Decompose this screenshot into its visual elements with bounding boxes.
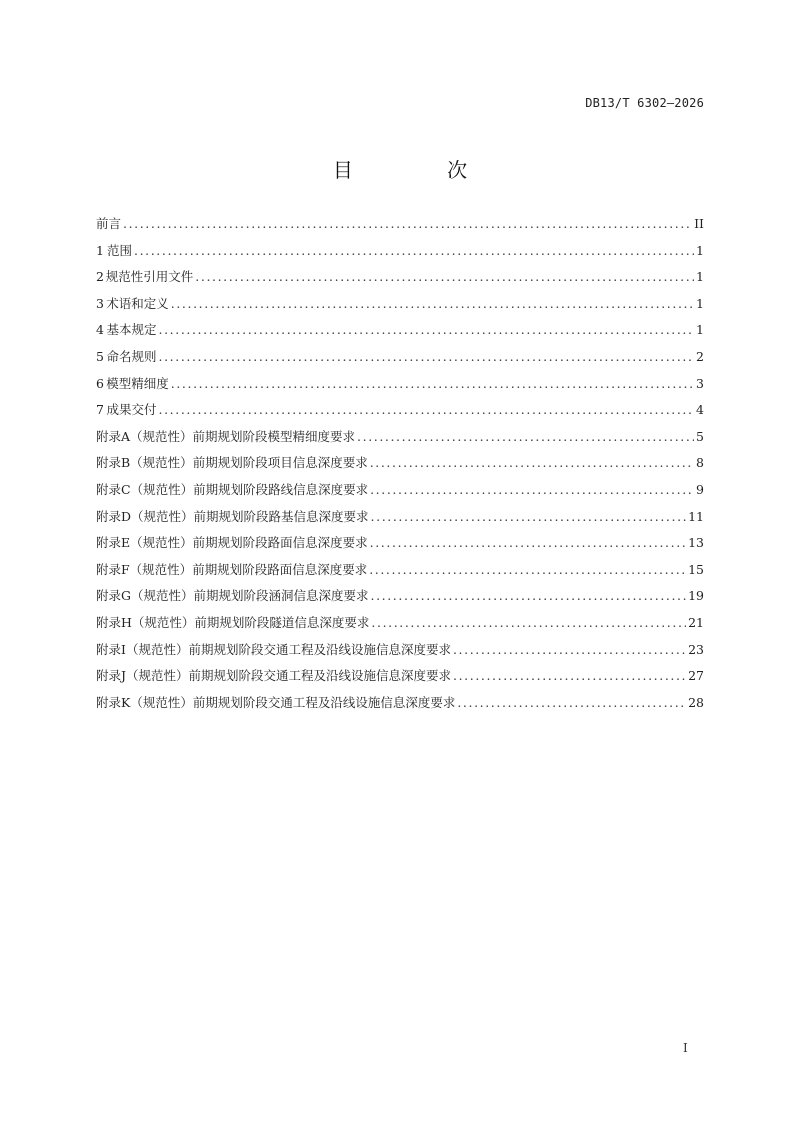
dot-leader <box>134 238 694 265</box>
toc-appendix-k[interactable] <box>96 690 704 717</box>
dot-leader <box>457 690 686 717</box>
toc-entry-number: 7 <box>96 402 104 418</box>
toc-entry-page: 1 <box>696 295 704 311</box>
appendix-prefix: 附录E（规范性） <box>96 535 193 551</box>
appendix-title: 前期规划阶段路基信息深度要求 <box>193 508 369 524</box>
toc-entry-naming-rules[interactable] <box>96 344 704 371</box>
appendix-prefix: 附录J（规范性） <box>96 668 189 684</box>
toc-appendix-f[interactable] <box>96 557 704 584</box>
toc-appendix-b[interactable] <box>96 450 704 477</box>
appendix-title: 前期规划阶段涵洞信息深度要求 <box>193 588 369 604</box>
toc-entry-page: 3 <box>696 375 704 391</box>
toc-appendix-i[interactable] <box>96 637 704 664</box>
toc-entry-label: 命名规则 <box>106 348 157 364</box>
toc-entry-label: 模型精细度 <box>106 375 169 391</box>
toc-entry-page: 9 <box>696 481 704 497</box>
dot-leader <box>159 344 695 371</box>
toc-entry-number: 4 <box>96 322 104 338</box>
appendix-prefix: 附录K（规范性） <box>96 694 193 710</box>
dot-leader <box>371 583 687 610</box>
dot-leader <box>357 424 694 451</box>
toc-entry-page: 23 <box>688 641 704 657</box>
dot-leader <box>195 264 694 291</box>
dot-leader <box>453 637 686 664</box>
appendix-prefix: 附录A（规范性） <box>96 428 193 444</box>
appendix-prefix: 附录B（规范性） <box>96 455 193 471</box>
toc-entry-page: 11 <box>688 508 704 524</box>
page-title: 目 次 <box>332 158 512 182</box>
toc-entry-label: 前言 <box>96 216 122 231</box>
toc-entry-page: 1 <box>696 322 704 338</box>
appendix-prefix: 附录D（规范性） <box>96 508 194 524</box>
toc-appendix-j[interactable] <box>96 663 704 690</box>
toc-entry-page: 8 <box>696 455 704 471</box>
toc-entry-page: 13 <box>688 535 704 551</box>
toc-entry-page: 1 <box>696 242 704 258</box>
toc-entry-number: 2 <box>96 269 104 285</box>
document-code: DB13/T 6302—2026 <box>585 96 704 110</box>
appendix-prefix: 附录G（规范性） <box>96 588 194 604</box>
appendix-prefix: 附录H（规范性） <box>96 614 195 630</box>
appendix-prefix: 附录I（规范性） <box>96 641 189 657</box>
appendix-title: 前期规划阶段交通工程及沿线设施信息深度要求 <box>188 641 451 657</box>
toc-entry-number: 5 <box>96 348 104 364</box>
table-of-contents <box>96 211 704 716</box>
toc-entry-terms-definitions[interactable] <box>96 291 704 318</box>
toc-entry-page: 15 <box>688 561 704 577</box>
dot-leader <box>159 317 695 344</box>
page-number: I <box>683 1041 688 1055</box>
toc-entry-label: 术语和定义 <box>106 295 169 311</box>
toc-entry-page: 2 <box>696 348 704 364</box>
toc-entry-number: 6 <box>96 375 104 391</box>
toc-appendix-a[interactable] <box>96 424 704 451</box>
dot-leader <box>369 557 686 584</box>
dot-leader <box>123 211 692 238</box>
toc-entry-label: 规范性引用文件 <box>105 269 194 285</box>
appendix-title: 前期规划阶段模型精细度要求 <box>192 428 356 444</box>
appendix-title: 前期规划阶段路面信息深度要求 <box>192 535 368 551</box>
toc-entry-page: 4 <box>696 402 704 418</box>
dot-leader <box>371 504 687 531</box>
dot-leader <box>159 397 695 424</box>
dot-leader <box>370 530 686 557</box>
dot-leader <box>171 291 694 318</box>
toc-entry-page: 27 <box>688 668 704 684</box>
toc-entry-page: II <box>694 216 704 231</box>
dot-leader <box>370 450 694 477</box>
dot-leader <box>453 663 686 690</box>
toc-entry-page: 21 <box>688 614 704 630</box>
toc-entry-deliverables[interactable] <box>96 397 704 424</box>
toc-entry-foreword[interactable] <box>96 211 704 238</box>
toc-appendix-h[interactable] <box>96 610 704 637</box>
appendix-title: 前期规划阶段路线信息深度要求 <box>193 481 369 497</box>
toc-entry-label: 成果交付 <box>106 402 157 418</box>
toc-appendix-e[interactable] <box>96 530 704 557</box>
toc-appendix-d[interactable] <box>96 504 704 531</box>
toc-entry-label: 范围 <box>106 242 132 258</box>
toc-entry-normative-references[interactable] <box>96 264 704 291</box>
appendix-title: 前期规划阶段项目信息深度要求 <box>192 455 368 471</box>
toc-entry-page: 28 <box>688 694 704 710</box>
appendix-prefix: 附录C（规范性） <box>96 481 194 497</box>
toc-entry-scope[interactable] <box>96 238 704 265</box>
dot-leader <box>371 610 686 637</box>
dot-leader <box>171 371 694 398</box>
toc-appendix-g[interactable] <box>96 583 704 610</box>
appendix-title: 前期规划阶段隧道信息深度要求 <box>194 614 370 630</box>
appendix-title: 前期规划阶段路面信息深度要求 <box>192 561 368 577</box>
toc-entry-model-granularity[interactable] <box>96 371 704 398</box>
toc-entry-page: 5 <box>696 428 704 444</box>
appendix-title: 前期规划阶段交通工程及沿线设施信息深度要求 <box>192 694 456 710</box>
toc-entry-page: 19 <box>688 588 704 604</box>
dot-leader <box>370 477 694 504</box>
toc-entry-number: 3 <box>96 295 104 311</box>
toc-entry-label: 基本规定 <box>106 322 157 338</box>
appendix-title: 前期规划阶段交通工程及沿线设施信息深度要求 <box>188 668 452 684</box>
toc-entry-page: 1 <box>696 269 704 285</box>
appendix-prefix: 附录F（规范性） <box>96 561 193 577</box>
toc-entry-basic-provisions[interactable] <box>96 317 704 344</box>
toc-appendix-c[interactable] <box>96 477 704 504</box>
toc-entry-number: 1 <box>96 242 104 258</box>
